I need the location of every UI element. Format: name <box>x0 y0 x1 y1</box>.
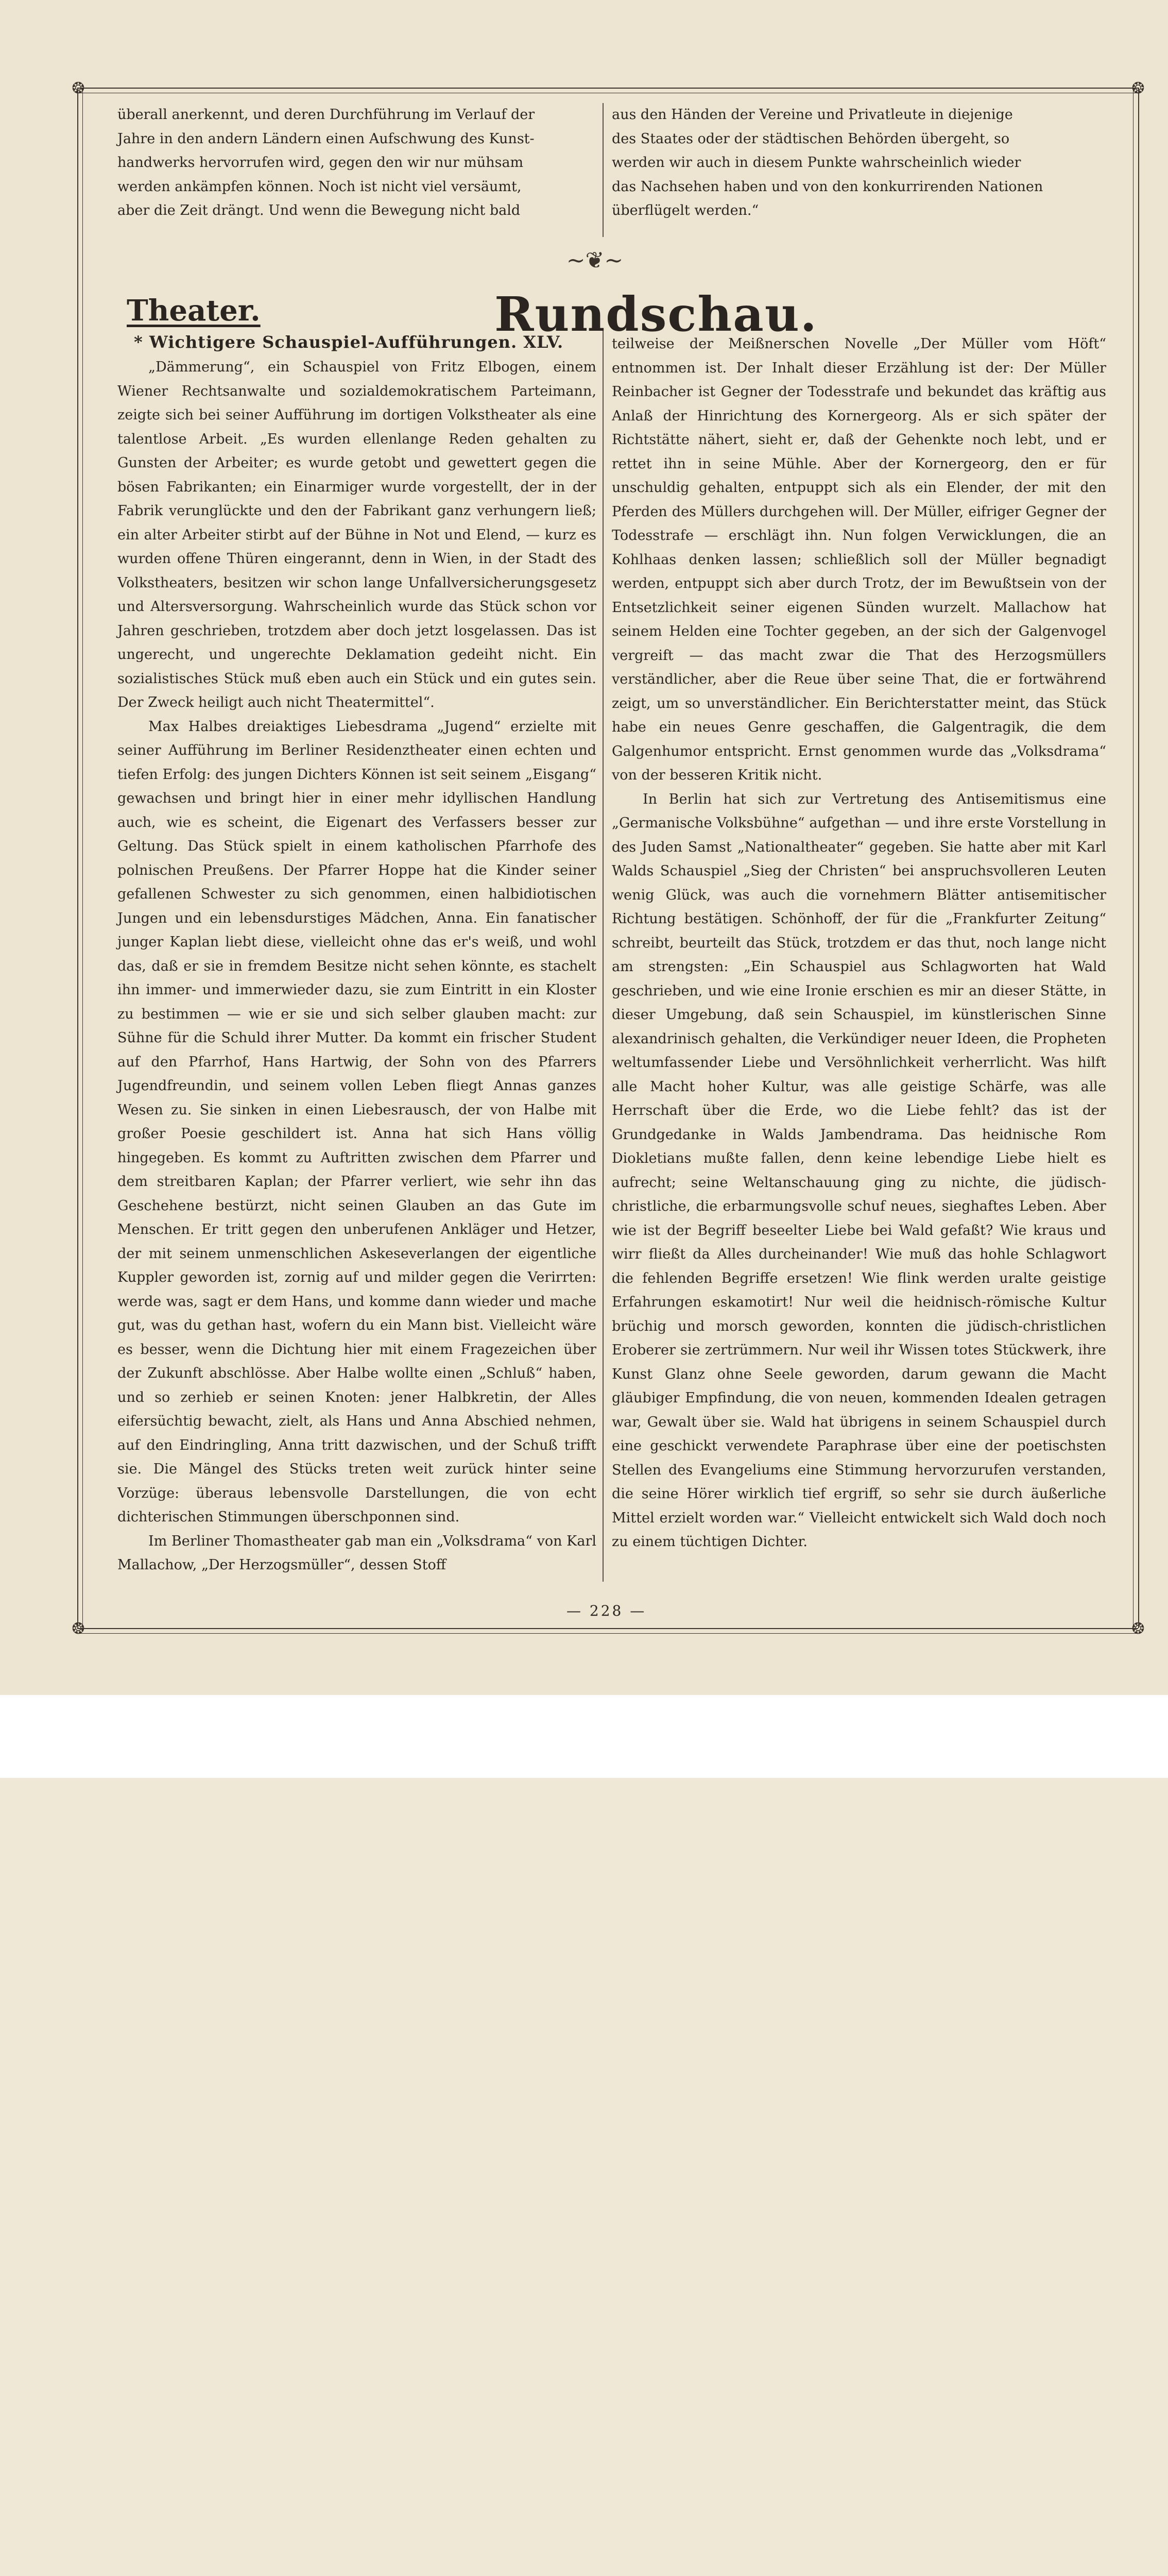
section-heading: Theater. <box>127 294 261 328</box>
page-number: — 228 — <box>566 1602 647 1619</box>
text-line: werden wir auch in diesem Punkte wahrscheinlich wieder <box>612 155 1021 171</box>
paragraph: „Dämmerung“, ein Schauspiel von Fritz Elbogen, einem Wiener Rechtsanwalte und sozialdemokratischem Parteimann, zeigte sich bei seiner Aufführung im dortigen Volkstheater als eine talentlose Arbeit. „Es wurden ellenlange Reden gehalten zu Gunsten der Arbeiter; es wurde getobt und gewettert gegen die bösen Fabrikanten; ein Einarmiger wurde vorgestellt, der in der Fabrik verunglückte und den der Fabrikant ganz verhungern ließ; ein alter Arbeiter stirbt auf der Bühne in Not und Elend, — kurz es wurden offene Thüren eingerannt, denn in Wien, in der Stadt des Volkstheaters, besitzen wir schon lange Unfallversicherungsgesetz und Altersversorgung. Wahrscheinlich wurde das Stück schon vor Jahren geschrieben, trotzdem aber doch jetzt losgelassen. Das ist ungerecht, und ungerechte Deklamation gedeiht nicht. Ein sozialistisches Stück muß eben auch ein Stück und ein gutes sein. Der Zweck heiligt auch nicht Theatermittel“. <box>117 359 596 710</box>
column-divider-top <box>603 103 604 237</box>
paragraph: teilweise der Meißnerschen Novelle „Der Müller vom Höft“ entnommen ist. Der Inhalt dieser Erzählung ist der: Der Müller Reinbacher ist Gegner der Todesstrafe und bekundet das kräftig aus Anlaß der Hinrichtung des Kornergeorg. Als er sich später der Richtstätte nähert, sieht er, daß der Gehenkte noch lebt, und er rettet ihn in seine Mühle. Aber der Kornergeorg, den er für unschuldig gehalten, entpuppt sich als ein Elender, der mit den Pferden des Müllers durchgehen will. Der Müller, eifriger Gegner der Todesstrafe — erschlägt ihn. Nun folgen Verwicklungen, die an Kohlhaas denken lassen; schließlich soll der Müller begnadigt werden, entpuppt sich aber durch Trotz, der im Bewußtsein von der Entsetzlichkeit seiner eigenen Sünden wurzelt. Mallachow hat seinem Helden eine Tochter gegeben, an der sich der Galgenvogel vergreift — das macht zwar die That des Herzogsmüllers verständlicher, aber die Reue über seine That, die er fortwährend zeigt, um so unverständlicher. Ein Berichterstatter meint, das Stück habe ein neues Genre geschaffen, die Galgentragik, die dem Galgenhumor entspricht. Ernst genommen wurde das „Volksdrama“ von der besseren Kritik nicht. <box>612 336 1106 783</box>
page-title: Rundschau. <box>494 286 818 342</box>
text-line: des Staates oder der städtischen Behörden übergeht, so <box>612 130 1010 147</box>
text-line: aus den Händen der Vereine und Privatleute in diejenige <box>612 107 1013 123</box>
viewer-footer <box>0 1695 1168 1778</box>
corner-ornament-icon: ❂ <box>1131 79 1145 97</box>
left-column <box>117 355 596 1578</box>
frame-line-right <box>1138 88 1139 1628</box>
frame-line-bottom-inner <box>77 1633 1138 1634</box>
decorative-ornament-icon: ~❦~ <box>566 247 624 274</box>
text-line: das Nachsehen haben und von den konkurrirenden Nationen <box>612 178 1043 195</box>
frame-line-top <box>77 88 1138 89</box>
frame-line-left-inner <box>82 88 83 1628</box>
article-subheading: * Wichtigere Schauspiel-Aufführungen. XLV. <box>134 332 564 352</box>
text-line: Jahre in den andern Ländern einen Aufschwung des Kunst- <box>117 130 535 147</box>
paragraph: Im Berliner Thomastheater gab man ein „Volksdrama“ von Karl Mallachow, „Der Herzogsmüller“, dessen Stoff <box>117 1533 596 1573</box>
corner-ornament-icon: ❂ <box>1131 1620 1145 1638</box>
right-column <box>612 332 1106 1554</box>
text-line: handwerks hervorrufen wird, gegen den wir nur mühsam <box>117 155 524 171</box>
corner-ornament-icon: ❂ <box>72 1620 85 1638</box>
text-line: überall anerkennt, und deren Durchführung im Verlauf der <box>117 107 535 123</box>
top-right-column <box>612 103 1106 223</box>
frame-line-left <box>77 88 78 1628</box>
corner-ornament-icon: ❂ <box>72 79 85 97</box>
text-line: aber die Zeit drängt. Und wenn die Bewegung nicht bald <box>117 202 521 218</box>
paragraph: Max Halbes dreiaktiges Liebesdrama „Jugend“ erzielte mit seiner Aufführung im Berliner Residenztheater einen echten und tiefen Erfolg: des jungen Dichters Können ist seit seinem „Eisgang“ gewachsen und bringt hier in einer mehr idyllischen Handlung auch, wie es scheint, die Eigenart des Verfassers besser zur Geltung. Das Stück spielt in einem katholischen Pfarrhofe des polnischen Preußens. Der Pfarrer Hoppe hat die Kinder seiner gefallenen Schwester zu sich genommen, einen halbidiotischen Jungen und ein lebensdurstiges Mädchen, Anna. Ein fanatischer junger Kaplan liebt diese, vielleicht ohne das er's weiß, und wohl das, daß er sie in fremdem Besitze nicht sehen könnte, es stachelt ihn immer- und immerwieder dazu, sie zum Eintritt in ein Kloster zu bestimmen — wie er sie und sich selber glauben macht: zur Sühne für die Schuld ihrer Mutter. Da kommt ein frischer Student auf den Pfarrhof, Hans Hartwig, der Sohn von des Pfarrers Jugendfreundin, und seinem vollen Leben fliegt Annas ganzes Wesen zu. Sie sinken in einen Liebesrausch, der von Halbe mit großer Poesie geschildert ist. Anna hat sich Hans völlig hingegeben. Es kommt zu Auftritten zwischen dem Pfarrer und dem streitbaren Kaplan; der Pfarrer verliert, wie sehr ihn das Geschehene bestürzt, nicht seinen Glauben an das Gute im Menschen. Er tritt gegen den unberufenen Ankläger und Hetzer, der mit seinem unmenschlichen Askeseverlangen der eigentliche Kuppler geworden ist, zornig auf und milder gegen die Verirrten: werde was, sagt er dem Hans, und komme dann wieder und mache gut, was du gethan hast, wofern du ein Mann bist. Vielleicht wäre es besser, wenn die Dichtung hier mit einem Fragezeichen über der Zukunft abschlösse. Aber Halbe wollte einen „Schluß“ haben, und so zerhieb er seinen Knoten: jener Halbkretin, der Alles eifersüchtig bewacht, zielt, als Hans und Anna Abschied nehmen, auf den Eindringling, Anna tritt dazwischen, und der Schuß trifft sie. Die Mängel des Stücks treten weit zurück hinter seine Vorzüge: überaus lebensvolle Darstellungen, die von echt dichterischen Stimmungen überschponnen sind. <box>117 718 596 1525</box>
frame-line-bottom <box>77 1628 1138 1629</box>
column-divider <box>603 330 604 1582</box>
top-left-column <box>117 103 591 223</box>
text-line: überflügelt werden.“ <box>612 202 759 218</box>
text-line: werden ankämpfen können. Noch ist nicht viel versäumt, <box>117 178 522 195</box>
paragraph: In Berlin hat sich zur Vertretung des Antisemitismus eine „Germanische Volksbühne“ aufgethan — und ihre erste Vorstellung in des Juden Samst „Nationaltheater“ gegeben. Sie hatte aber mit Karl Walds Schauspiel „Sieg der Christen“ bei anspruchsvolleren Leuten wenig Glück, was auch die vornehmern Blätter antisemitischer Richtung bestätigen. Schönhoff, der für die „Frankfurter Zeitung“ schreibt, beurteilt das Stück, trotzdem er das thut, noch lange nicht am strengsten: „Ein Schauspiel aus Schlagworten hat Wald geschrieben, und wie eine Ironie erschien es mir an dieser Stätte, in dieser Umgebung, daß sein Schauspiel, im künstlerischen Sinne alexandrinisch gehalten, die Verkündiger neuer Ideen, die Propheten weltumfassender Liebe und Versöhnlichkeit verherrlicht. Was hilft alle Macht hoher Kultur, was alle geistige Schärfe, was alle Herrschaft über die Erde, wo die Liebe fehlt? das ist der Grundgedanke in Walds Jambendrama. Das heidnische Rom Diokletians mußte fallen, denn keine lebendige Liebe hielt es aufrecht; seine Weltanschauung ging zu nichte, die jüdisch-christliche, die erbarmungsvolle schuf neues, sieghaftes Leben. Aber wie ist der Begriff beseelter Liebe bei Wald gefaßt? Wie kraus und wirr fließt da Alles durcheinander! Wie muß das hohle Schlagwort die fehlenden Begriffe ersetzen! Wie flink werden uralte geistige Erfahrungen eskamotirt! Nur weil die heidnisch-römische Kultur brüchig und morsch geworden, konnten die jüdisch-christlichen Eroberer sie zertrümmern. Nur weil ihr Wissen totes Stückwerk, ihre Kunst Glanz ohne Seele geworden, darum gewann die Macht gläubiger Empfindung, die von neuen, kommenden Idealen getragen war, Gewalt über sie. Wald hat übrigens in seinem Schauspiel durch eine geschickt verwendete Paraphrase über eine der poetischsten Stellen des Evangeliums eine Stimmung hervorzurufen verstanden, die seine Hörer wirklich tief ergriff, so sehr sie durch äußerliche Mittel erzielt worden war.“ Vielleicht entwickelt sich Wald doch noch zu einem tüchtigen Dichter. <box>612 791 1106 1550</box>
